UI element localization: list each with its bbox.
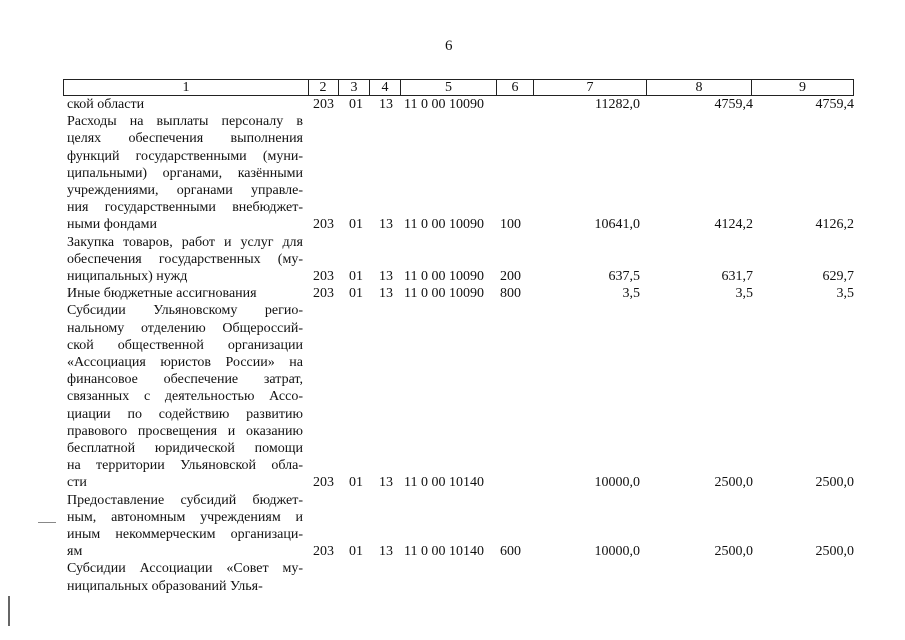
description-line: бесплатной юридической помощи bbox=[67, 440, 303, 456]
cell-col-3: 01 bbox=[349, 475, 363, 491]
cell-col-9: 2500,0 bbox=[815, 475, 854, 491]
description-line: ской общественной организации bbox=[67, 337, 303, 353]
description-line: правового просвещения и оказанию bbox=[67, 423, 303, 439]
header-col-4: 4 bbox=[370, 79, 401, 96]
cell-col-4: 13 bbox=[379, 475, 393, 491]
description-line: Субсидии Ульяновскому регио- bbox=[67, 303, 303, 319]
cell-col-3: 01 bbox=[349, 268, 363, 284]
row-description bbox=[67, 113, 303, 233]
header-col-7: 7 bbox=[534, 79, 647, 96]
cell-col-9: 2500,0 bbox=[815, 544, 854, 560]
cell-col-5: 11 0 00 10140 bbox=[404, 544, 484, 560]
cell-col-9: 4126,2 bbox=[815, 217, 854, 233]
header-col-5: 5 bbox=[401, 79, 497, 96]
description-line: ниципальных) нужд bbox=[67, 268, 188, 284]
table-row bbox=[63, 302, 854, 491]
scan-mark bbox=[38, 522, 56, 523]
description-line: ской области bbox=[67, 97, 145, 112]
description-line: «Ассоциация юристов России» на bbox=[67, 354, 303, 370]
cell-col-2: 203 bbox=[313, 544, 334, 560]
cell-col-2: 203 bbox=[313, 97, 334, 112]
cell-col-8: 4759,4 bbox=[714, 97, 753, 112]
header-col-2: 2 bbox=[308, 79, 339, 96]
description-line: финансовое обеспечение затрат, bbox=[67, 372, 303, 388]
cell-col-4: 13 bbox=[379, 268, 393, 284]
cell-col-8: 3,5 bbox=[735, 286, 753, 302]
cell-col-7: 10641,0 bbox=[594, 217, 640, 233]
description-line: учреждениями, органами управле- bbox=[67, 182, 303, 198]
cell-col-7: 3,5 bbox=[622, 286, 640, 302]
cell-col-2: 203 bbox=[313, 286, 334, 302]
description-line: Закупка товаров, работ и услуг для bbox=[67, 234, 303, 250]
description-line: ным, автономным учреждениям и bbox=[67, 509, 303, 525]
cell-col-5: 11 0 00 10090 bbox=[404, 286, 484, 302]
description-line: ципальными) органами, казёнными bbox=[67, 165, 303, 181]
description-line: функций государственными (муни- bbox=[67, 148, 303, 164]
cell-col-8: 4124,2 bbox=[714, 217, 753, 233]
row-description bbox=[67, 285, 303, 302]
cell-col-9: 3,5 bbox=[836, 286, 854, 302]
cell-col-5: 11 0 00 10090 bbox=[404, 97, 484, 112]
header-col-1: 1 bbox=[63, 79, 309, 96]
cell-col-8: 631,7 bbox=[721, 268, 753, 284]
table-row bbox=[63, 96, 854, 113]
header-col-3: 3 bbox=[339, 79, 370, 96]
table-row bbox=[63, 234, 854, 286]
cell-col-5: 11 0 00 10140 bbox=[404, 475, 484, 491]
header-col-9: 9 bbox=[752, 79, 854, 96]
row-description bbox=[67, 560, 303, 594]
table-row bbox=[63, 285, 854, 302]
description-line: ния государственными внебюджет- bbox=[67, 200, 303, 216]
description-line: целях обеспечения выполнения bbox=[67, 131, 303, 147]
row-description bbox=[67, 96, 303, 113]
cell-col-9: 4759,4 bbox=[815, 97, 854, 112]
budget-table bbox=[63, 79, 854, 640]
cell-col-4: 13 bbox=[379, 544, 393, 560]
page-number: 6 bbox=[445, 38, 453, 54]
cell-col-6: 600 bbox=[500, 544, 521, 560]
description-line: иным некоммерческим организаци- bbox=[67, 526, 303, 542]
header-col-8: 8 bbox=[647, 79, 752, 96]
description-line: нальному отделению Общероссий- bbox=[67, 320, 303, 336]
cell-col-7: 10000,0 bbox=[594, 544, 640, 560]
cell-col-4: 13 bbox=[379, 286, 393, 302]
table-header bbox=[63, 79, 854, 95]
description-line: ными фондами bbox=[67, 217, 158, 233]
cell-col-2: 203 bbox=[313, 475, 334, 491]
cell-col-3: 01 bbox=[349, 544, 363, 560]
description-line: Предоставление субсидий бюджет- bbox=[67, 492, 303, 508]
cell-col-7: 10000,0 bbox=[594, 475, 640, 491]
cell-col-4: 13 bbox=[379, 97, 393, 112]
cell-col-7: 11282,0 bbox=[595, 97, 640, 112]
cell-col-2: 203 bbox=[313, 217, 334, 233]
cell-col-3: 01 bbox=[349, 97, 363, 112]
description-line: Субсидии Ассоциации «Совет му- bbox=[67, 561, 303, 577]
cell-col-9: 629,7 bbox=[822, 268, 854, 284]
description-line: Расходы на выплаты персоналу в bbox=[67, 114, 303, 130]
description-line: связанных с деятельностью Ассо- bbox=[67, 389, 303, 405]
description-line: сти bbox=[67, 475, 87, 491]
cell-col-5: 11 0 00 10090 bbox=[404, 217, 484, 233]
scan-mark-edge bbox=[8, 596, 10, 626]
description-line: циации по содействию развитию bbox=[67, 406, 303, 422]
cell-col-4: 13 bbox=[379, 217, 393, 233]
description-line: Иные бюджетные ассигнования bbox=[67, 286, 257, 302]
table-row bbox=[63, 560, 854, 594]
description-line: на территории Ульяновской обла- bbox=[67, 458, 303, 474]
row-description bbox=[67, 234, 303, 286]
description-line: обеспечения государственных (му- bbox=[67, 251, 303, 267]
cell-col-6: 100 bbox=[500, 217, 521, 233]
cell-col-8: 2500,0 bbox=[714, 544, 753, 560]
table-row bbox=[63, 113, 854, 233]
cell-col-6: 200 bbox=[500, 268, 521, 284]
cell-col-7: 637,5 bbox=[608, 268, 640, 284]
row-description bbox=[67, 302, 303, 491]
description-line: ниципальных образований Улья- bbox=[67, 578, 263, 594]
cell-col-8: 2500,0 bbox=[714, 475, 753, 491]
cell-col-5: 11 0 00 10090 bbox=[404, 268, 484, 284]
row-description bbox=[67, 492, 303, 561]
table-row bbox=[63, 492, 854, 561]
cell-col-3: 01 bbox=[349, 286, 363, 302]
header-col-6: 6 bbox=[497, 79, 534, 96]
cell-col-2: 203 bbox=[313, 268, 334, 284]
cell-col-3: 01 bbox=[349, 217, 363, 233]
description-line: ям bbox=[67, 544, 83, 560]
cell-col-6: 800 bbox=[500, 286, 521, 302]
